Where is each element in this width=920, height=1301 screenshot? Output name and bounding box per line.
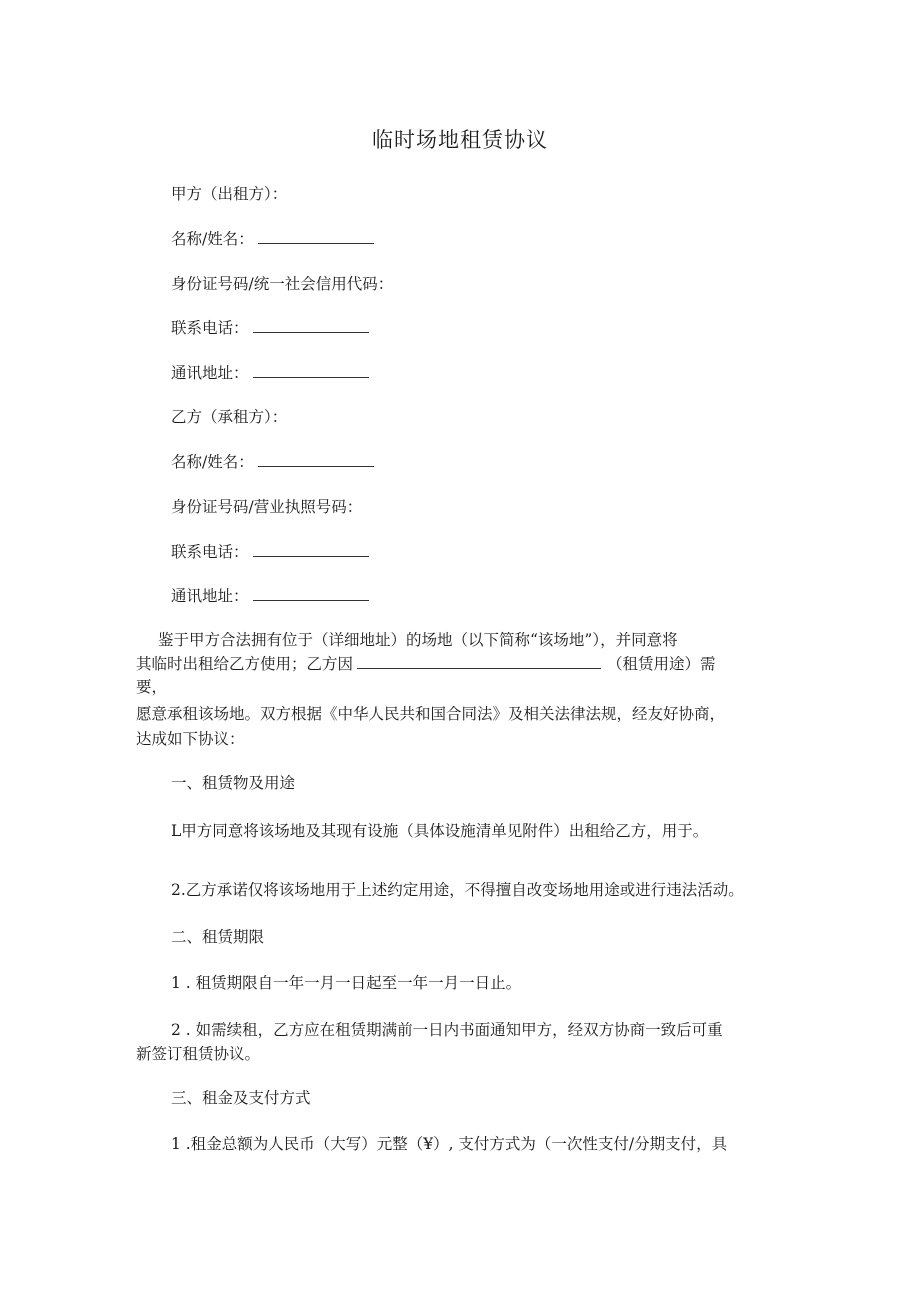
section-2-item-2-line-2: 新签订租赁协议。 xyxy=(136,1045,261,1063)
party-b-phone-label: 联系电话： xyxy=(171,543,249,561)
section-1-item-1: L甲方同意将该场地及其现有设施（具体设施清单见附件）出租给乙方，用于。 xyxy=(171,822,709,840)
party-b-phone-field[interactable] xyxy=(253,541,369,557)
party-b-phone-row xyxy=(171,541,369,563)
party-a-name-row xyxy=(171,228,374,250)
party-a-phone-label: 联系电话： xyxy=(171,319,249,337)
preamble-line-5: 达成如下协议： xyxy=(136,730,245,748)
rental-purpose-field[interactable] xyxy=(357,653,601,669)
section-1-heading: 一、租赁物及用途 xyxy=(171,774,296,792)
section-1-item-2: 2.乙方承诺仅将该场地用于上述约定用途，不得擅自改变场地用途或进行违法活动。 xyxy=(171,881,744,899)
section-2-heading: 二、租赁期限 xyxy=(171,928,265,946)
party-a-address-row xyxy=(171,362,369,384)
party-a-phone-row xyxy=(171,317,369,339)
preamble-line-3: 要， xyxy=(136,678,168,696)
party-b-name-field[interactable] xyxy=(258,451,374,467)
section-2-item-1: 1 . 租赁期限自一年一月一日起至一年一月一日止。 xyxy=(171,974,522,992)
party-b-name-row xyxy=(171,451,374,473)
party-b-address-label: 通讯地址： xyxy=(171,587,249,605)
party-a-heading: 甲方（出租方）： xyxy=(171,185,288,203)
preamble-line-1: 鉴于甲方合法拥有位于（详细地址）的场地（以下简称“该场地”），并同意将 xyxy=(158,631,678,649)
party-a-name-label: 名称/姓名： xyxy=(171,230,254,248)
preamble-line-2-end: （租赁用途）需 xyxy=(607,655,716,673)
party-b-address-field[interactable] xyxy=(253,585,369,601)
document-title: 临时场地租赁协议 xyxy=(372,128,548,152)
party-a-name-field[interactable] xyxy=(258,228,374,244)
preamble-line-2-start: 其临时出租给乙方使用；乙方因 xyxy=(136,655,354,673)
preamble-line-4: 愿意承租该场地。双方根据《中华人民共和国合同法》及相关法律法规，经友好协商， xyxy=(136,705,726,723)
party-a-address-field[interactable] xyxy=(253,362,369,378)
section-3-heading: 三、租金及支付方式 xyxy=(171,1089,311,1107)
preamble-line-2 xyxy=(136,653,716,675)
section-3-item-1: 1 .租金总额为人民币（大写）元整（¥）, 支付方式为（一次性支付/分期支付，具 xyxy=(171,1135,728,1153)
party-b-name-label: 名称/姓名： xyxy=(171,453,254,471)
section-2-item-2-line-1: 2 . 如需续租，乙方应在租赁期满前一日内书面通知甲方，经双方协商一致后可重 xyxy=(171,1021,723,1039)
party-a-id-label: 身份证号码/统一社会信用代码： xyxy=(171,275,394,293)
party-b-address-row xyxy=(171,585,369,607)
party-b-heading: 乙方（承租方）： xyxy=(171,408,288,426)
party-b-id-label: 身份证号码/营业执照号码： xyxy=(171,498,363,516)
party-a-address-label: 通讯地址： xyxy=(171,364,249,382)
party-a-phone-field[interactable] xyxy=(253,317,369,333)
